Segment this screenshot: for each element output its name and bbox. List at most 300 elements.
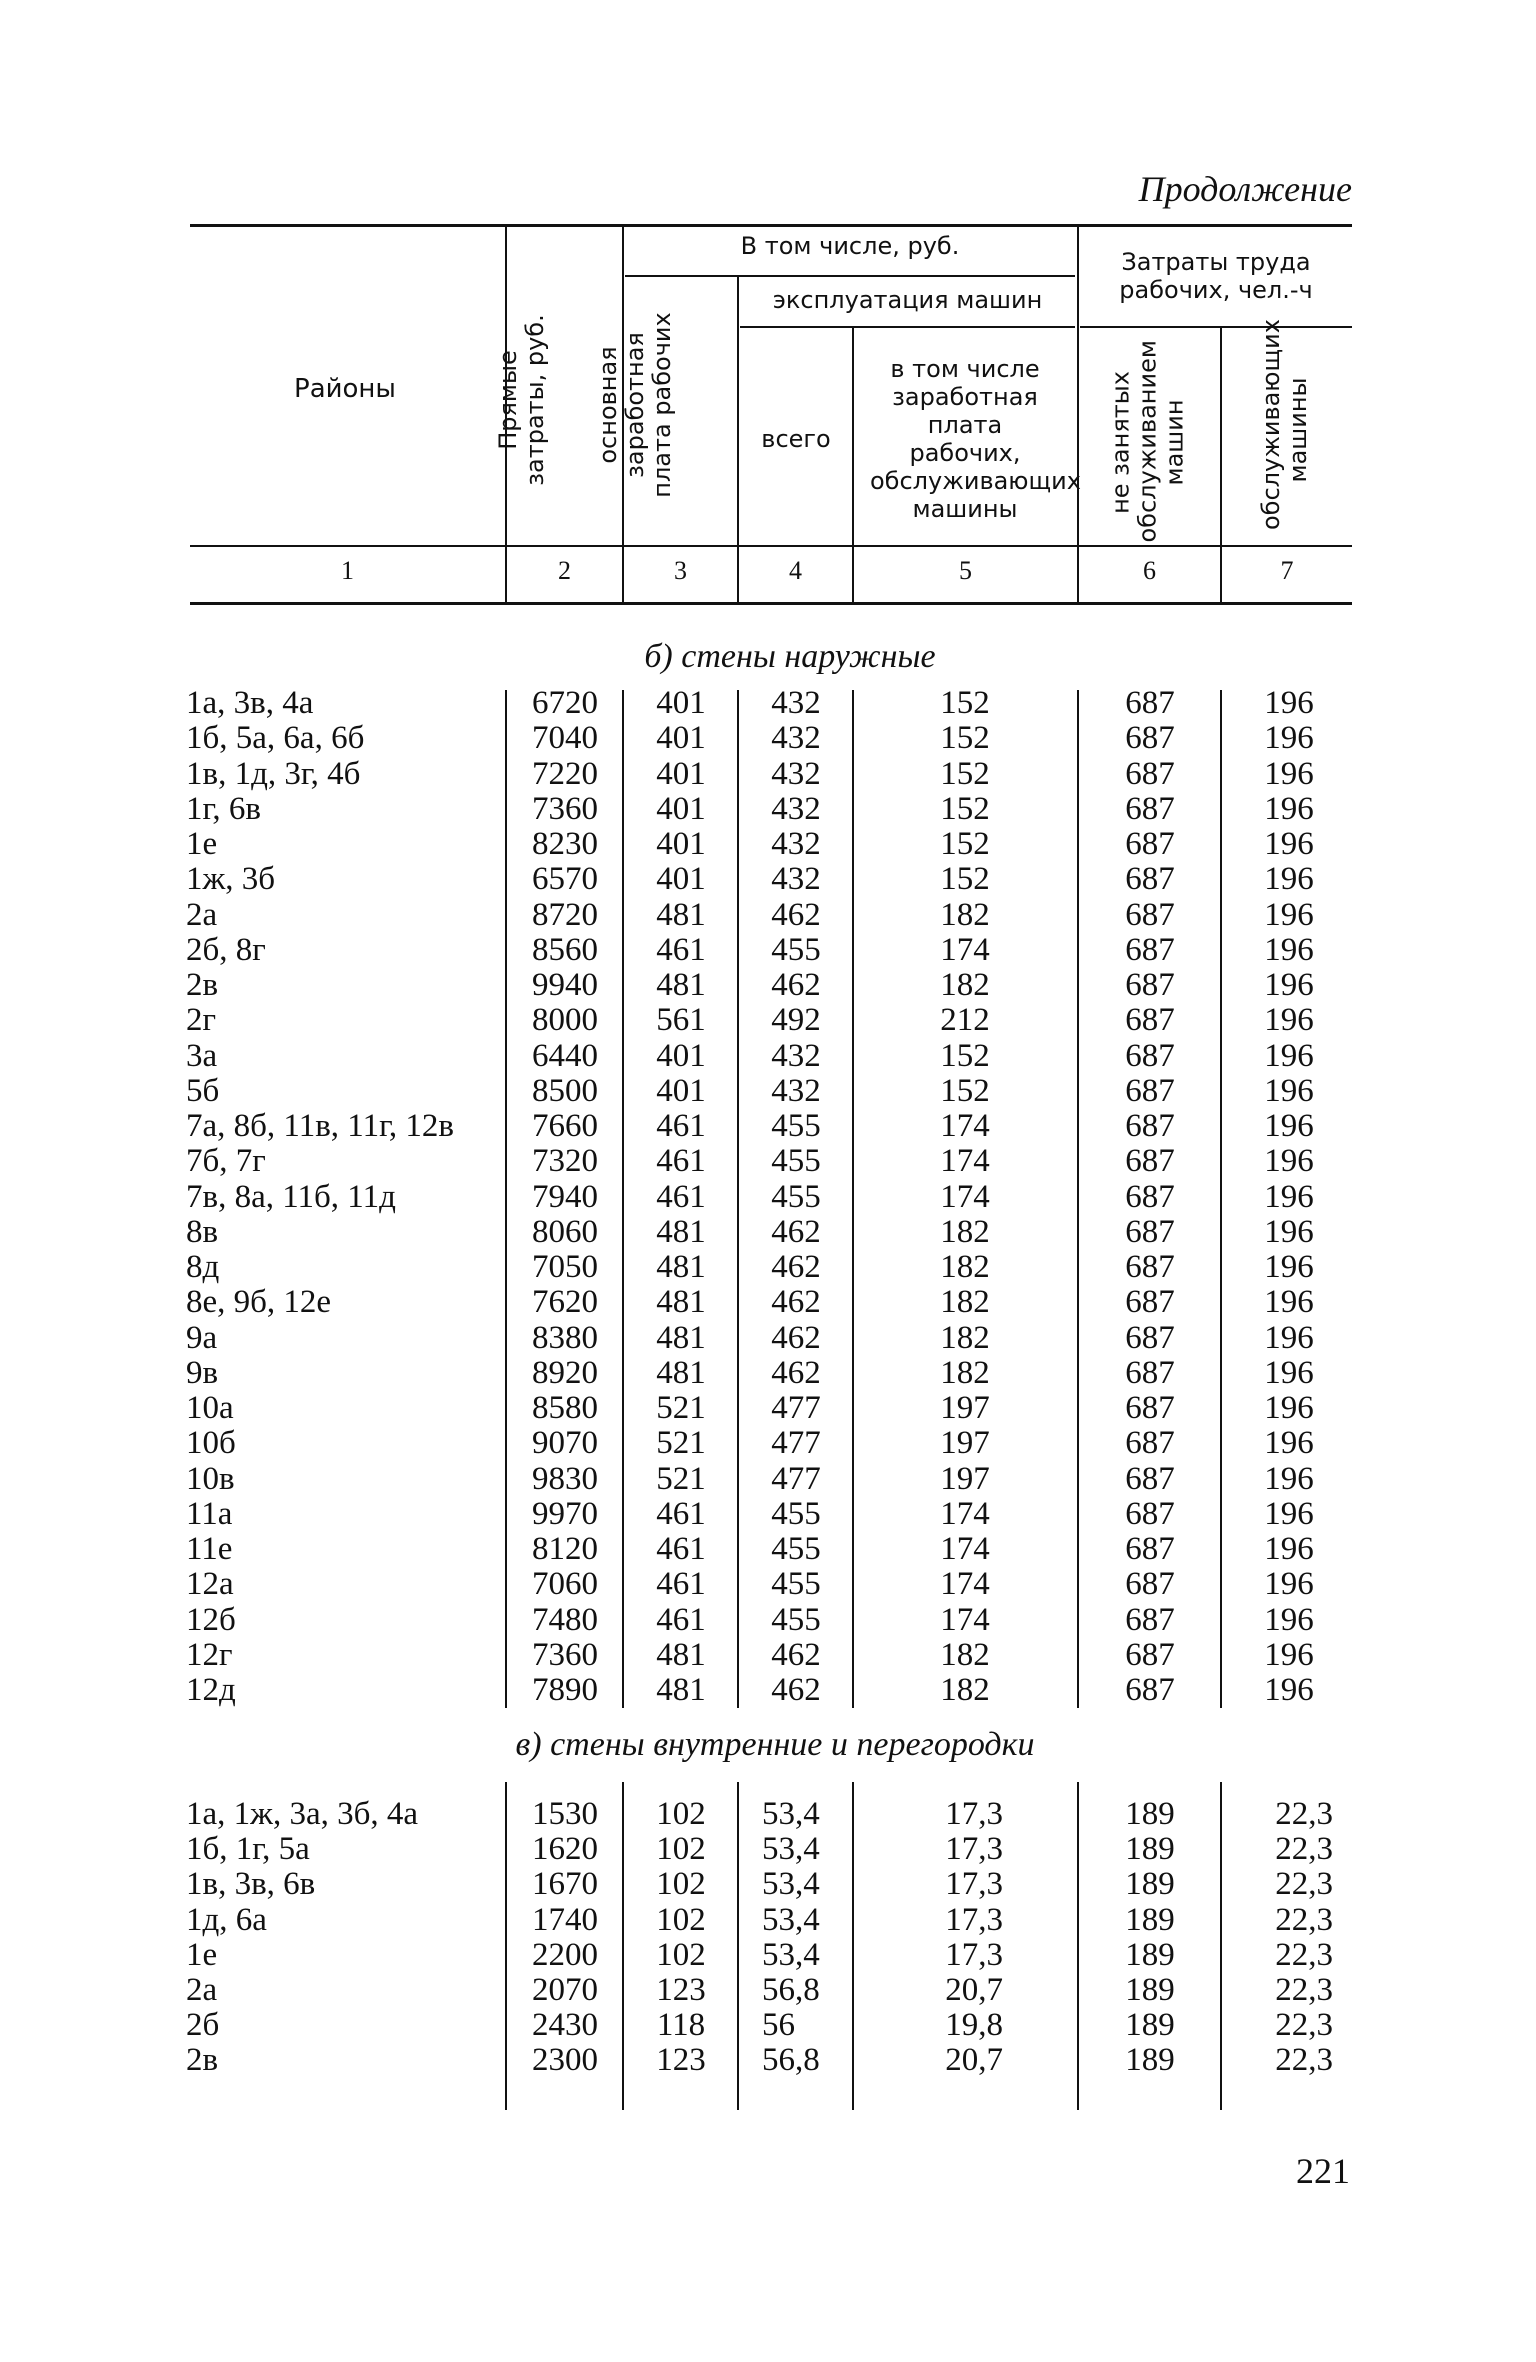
table-cell-col5: 19,8 xyxy=(945,2007,1003,2044)
table-cell-col1: 3а xyxy=(186,1037,218,1074)
table-cell-col3: 461 xyxy=(656,1531,706,1567)
group-rub-rule xyxy=(625,275,1075,277)
table-row xyxy=(0,1003,1536,1038)
table-cell-col4: 462 xyxy=(771,1249,821,1285)
table-row xyxy=(0,933,1536,968)
table-row xyxy=(0,1391,1536,1426)
table-cell-col5: 174 xyxy=(940,1178,990,1215)
table-cell-col5: 197 xyxy=(940,1460,990,1497)
table-cell-col5: 197 xyxy=(940,1425,990,1462)
table-cell-col3: 401 xyxy=(656,720,706,757)
table-row xyxy=(0,968,1536,1003)
table-cell-col7: 196 xyxy=(1264,1108,1314,1144)
table-cell-col5: 17,3 xyxy=(945,1866,1003,1903)
table-cell-col5: 152 xyxy=(940,755,990,792)
table-row xyxy=(0,1250,1536,1285)
table-cell-col6: 189 xyxy=(1125,1796,1175,1832)
table-cell-col4: 462 xyxy=(771,1672,821,1708)
table-cell-col7: 196 xyxy=(1264,1143,1314,1180)
table-cell-col4: 492 xyxy=(771,1002,821,1039)
table-cell-col1: 1е xyxy=(186,1936,218,1973)
table-cell-col1: 2б, 8г xyxy=(186,931,266,968)
table-cell-col4: 432 xyxy=(771,1072,821,1109)
table-cell-col7: 196 xyxy=(1264,1354,1314,1391)
table-cell-col5: 182 xyxy=(940,896,990,933)
numbers-bottom-rule xyxy=(190,602,1352,605)
header-divider-3 xyxy=(737,277,739,602)
table-cell-col4: 455 xyxy=(771,1601,821,1638)
table-cell-col1: 1а, 1ж, 3а, 3б, 4а xyxy=(186,1796,419,1832)
table-row xyxy=(0,1638,1536,1673)
column-number-6: 6 xyxy=(1143,556,1156,585)
table-cell-col1: 2в xyxy=(186,967,219,1003)
table-cell-col4: 432 xyxy=(771,826,821,862)
table-cell-col1: 1е xyxy=(186,826,218,862)
table-cell-col5: 20,7 xyxy=(945,1972,1003,2008)
table-cell-col3: 102 xyxy=(656,1901,706,1938)
table-cell-col1: 12д xyxy=(186,1672,236,1708)
table-cell-col4: 477 xyxy=(771,1390,821,1426)
table-cell-col2: 8120 xyxy=(532,1531,598,1567)
table-cell-col3: 461 xyxy=(656,1495,706,1532)
table-cell-col4: 462 xyxy=(771,896,821,933)
column-number-1: 1 xyxy=(341,556,354,585)
table-cell-col3: 521 xyxy=(656,1390,706,1426)
table-cell-col5: 174 xyxy=(940,1601,990,1638)
table-cell-col2: 7220 xyxy=(532,755,598,792)
table-cell-col3: 521 xyxy=(656,1425,706,1462)
table-cell-col1: 5б xyxy=(186,1072,220,1109)
table-cell-col7: 196 xyxy=(1264,896,1314,933)
table-row xyxy=(0,1673,1536,1708)
table-cell-col7: 196 xyxy=(1264,1601,1314,1638)
table-cell-col3: 481 xyxy=(656,896,706,933)
table-cell-col2: 7660 xyxy=(532,1108,598,1144)
header-group-labor: Затраты труда рабочих, чел.-ч xyxy=(1119,248,1313,304)
table-cell-col7: 196 xyxy=(1264,1319,1314,1356)
table-cell-col6: 687 xyxy=(1125,1002,1175,1039)
table-cell-col7: 22,3 xyxy=(1275,2042,1333,2079)
table-cell-col2: 8920 xyxy=(532,1354,598,1391)
table-cell-col3: 461 xyxy=(656,1601,706,1638)
table-cell-col4: 462 xyxy=(771,1213,821,1250)
table-cell-col3: 461 xyxy=(656,931,706,968)
table-cell-col4: 455 xyxy=(771,1495,821,1532)
header-not-machine-workers: не занятых обслуживанием машин xyxy=(1106,340,1189,543)
table-cell-col1: 2а xyxy=(186,1972,218,2008)
table-cell-col6: 687 xyxy=(1125,1672,1175,1708)
table-cell-col2: 9940 xyxy=(532,967,598,1003)
table-cell-col2: 7620 xyxy=(532,1284,598,1321)
table-cell-col6: 687 xyxy=(1125,1566,1175,1603)
table-cell-col2: 7050 xyxy=(532,1249,598,1285)
table-cell-col2: 2300 xyxy=(532,2042,598,2079)
table-cell-col2: 2200 xyxy=(532,1936,598,1973)
table-cell-col7: 196 xyxy=(1264,826,1314,862)
table-cell-col2: 2430 xyxy=(532,2007,598,2044)
table-row xyxy=(0,1426,1536,1461)
table-row xyxy=(0,1938,1536,1973)
table-cell-col2: 6570 xyxy=(532,861,598,898)
table-cell-col7: 22,3 xyxy=(1275,1972,1333,2008)
table-cell-col2: 9070 xyxy=(532,1425,598,1462)
table-cell-col1: 2в xyxy=(186,2042,219,2079)
table-cell-col7: 22,3 xyxy=(1275,2007,1333,2044)
table-cell-col4: 455 xyxy=(771,1531,821,1567)
table-cell-col7: 196 xyxy=(1264,1636,1314,1673)
table-row xyxy=(0,862,1536,897)
table-cell-col6: 687 xyxy=(1125,1178,1175,1215)
table-cell-col2: 8720 xyxy=(532,896,598,933)
table-cell-col2: 8060 xyxy=(532,1213,598,1250)
table-cell-col1: 1а, 3в, 4а xyxy=(186,685,314,721)
table-row xyxy=(0,1039,1536,1074)
table-cell-col1: 10в xyxy=(186,1460,235,1497)
table-cell-col6: 687 xyxy=(1125,931,1175,968)
table-cell-col3: 102 xyxy=(656,1831,706,1868)
table-cell-col5: 182 xyxy=(940,1636,990,1673)
table-row xyxy=(0,898,1536,933)
table-cell-col5: 17,3 xyxy=(945,1796,1003,1832)
table-row xyxy=(0,721,1536,756)
table-cell-col7: 196 xyxy=(1264,790,1314,827)
table-cell-col6: 687 xyxy=(1125,1354,1175,1391)
table-cell-col4: 56,8 xyxy=(762,2042,820,2079)
table-cell-col4: 462 xyxy=(771,967,821,1003)
table-cell-col7: 196 xyxy=(1264,755,1314,792)
table-cell-col6: 687 xyxy=(1125,1636,1175,1673)
table-cell-col6: 687 xyxy=(1125,967,1175,1003)
table-cell-col5: 152 xyxy=(940,861,990,898)
table-cell-col3: 561 xyxy=(656,1002,706,1039)
table-cell-col6: 687 xyxy=(1125,826,1175,862)
table-cell-col5: 197 xyxy=(940,1390,990,1426)
table-cell-col2: 7360 xyxy=(532,1636,598,1673)
table-cell-col2: 8230 xyxy=(532,826,598,862)
table-cell-col7: 22,3 xyxy=(1275,1936,1333,1973)
header-direct-costs: Прямые затраты, руб. xyxy=(494,314,549,486)
table-cell-col1: 1ж, 3б xyxy=(186,861,276,898)
table-cell-col2: 2070 xyxy=(532,1972,598,2008)
table-cell-col3: 521 xyxy=(656,1460,706,1497)
table-cell-col7: 196 xyxy=(1264,720,1314,757)
table-cell-col5: 174 xyxy=(940,931,990,968)
table-cell-col2: 6440 xyxy=(532,1037,598,1074)
table-cell-col6: 687 xyxy=(1125,685,1175,721)
table-cell-col3: 481 xyxy=(656,1284,706,1321)
table-cell-col4: 455 xyxy=(771,1178,821,1215)
table-cell-col3: 461 xyxy=(656,1178,706,1215)
table-cell-col3: 102 xyxy=(656,1866,706,1903)
table-cell-col3: 401 xyxy=(656,1072,706,1109)
table-cell-col4: 56 xyxy=(762,2007,795,2044)
table-cell-col3: 461 xyxy=(656,1108,706,1144)
table-cell-col1: 2г xyxy=(186,1002,217,1039)
table-row xyxy=(0,2043,1536,2078)
table-cell-col4: 432 xyxy=(771,790,821,827)
table-cell-col5: 174 xyxy=(940,1566,990,1603)
table-cell-col5: 152 xyxy=(940,790,990,827)
table-cell-col7: 196 xyxy=(1264,967,1314,1003)
table-cell-col5: 182 xyxy=(940,1249,990,1285)
table-cell-col5: 152 xyxy=(940,720,990,757)
table-cell-col1: 7в, 8а, 11б, 11д xyxy=(186,1178,396,1215)
table-cell-col6: 189 xyxy=(1125,2007,1175,2044)
table-cell-col2: 7940 xyxy=(532,1178,598,1215)
table-row xyxy=(0,1567,1536,1602)
table-cell-col1: 12г xyxy=(186,1636,233,1673)
table-cell-col1: 1в, 3в, 6в xyxy=(186,1866,316,1903)
header-group-machines: эксплуатация машин xyxy=(772,286,1043,314)
table-row xyxy=(0,1144,1536,1179)
table-cell-col5: 174 xyxy=(940,1108,990,1144)
table-cell-col2: 6720 xyxy=(532,685,598,721)
table-cell-col1: 8д xyxy=(186,1249,220,1285)
table-cell-col6: 189 xyxy=(1125,1901,1175,1938)
table-cell-col3: 118 xyxy=(656,2007,706,2044)
table-cell-col2: 7040 xyxy=(532,720,598,757)
table-cell-col3: 401 xyxy=(656,685,706,721)
table-cell-col5: 152 xyxy=(940,685,990,721)
table-cell-col7: 196 xyxy=(1264,1072,1314,1109)
table-cell-col6: 687 xyxy=(1125,1284,1175,1321)
header-base-wage: основная заработная плата рабочих xyxy=(594,312,676,498)
table-cell-col5: 152 xyxy=(940,826,990,862)
table-cell-col7: 196 xyxy=(1264,1566,1314,1603)
header-districts: Районы xyxy=(294,374,396,404)
table-cell-col2: 7890 xyxy=(532,1672,598,1708)
table-cell-col1: 2б xyxy=(186,2007,220,2044)
table-cell-col3: 481 xyxy=(656,967,706,1003)
table-cell-col5: 182 xyxy=(940,1354,990,1391)
table-cell-col7: 196 xyxy=(1264,1460,1314,1497)
table-cell-col5: 17,3 xyxy=(945,1901,1003,1938)
table-row xyxy=(0,1603,1536,1638)
table-cell-col3: 401 xyxy=(656,1037,706,1074)
header-total: всего xyxy=(761,425,831,453)
section-title-internal-walls: в) стены внутренние и перегородки xyxy=(515,1726,1035,1763)
table-cell-col2: 7480 xyxy=(532,1601,598,1638)
table-cell-col2: 7320 xyxy=(532,1143,598,1180)
table-cell-col2: 9830 xyxy=(532,1460,598,1497)
table-row xyxy=(0,1903,1536,1938)
table-cell-col6: 189 xyxy=(1125,1866,1175,1903)
table-cell-col4: 455 xyxy=(771,931,821,968)
table-cell-col5: 17,3 xyxy=(945,1936,1003,1973)
column-number-4: 4 xyxy=(789,556,802,585)
header-bottom-rule xyxy=(190,545,1352,547)
table-cell-col5: 20,7 xyxy=(945,2042,1003,2079)
table-cell-col6: 687 xyxy=(1125,1390,1175,1426)
table-cell-col4: 462 xyxy=(771,1636,821,1673)
column-number-5: 5 xyxy=(959,556,972,585)
section-title-external-walls: б) стены наружные xyxy=(644,638,936,675)
table-cell-col5: 182 xyxy=(940,1319,990,1356)
table-cell-col2: 1740 xyxy=(532,1901,598,1938)
table-cell-col1: 1д, 6а xyxy=(186,1901,267,1938)
table-cell-col4: 432 xyxy=(771,685,821,721)
header-machine-wage: в том числе заработная плата рабочих, обслуживающих машины xyxy=(870,355,1081,523)
table-cell-col6: 687 xyxy=(1125,1213,1175,1250)
table-cell-col5: 182 xyxy=(940,1672,990,1708)
table-cell-col1: 11а xyxy=(186,1495,233,1532)
column-number-7: 7 xyxy=(1280,556,1294,585)
table-cell-col1: 1б, 1г, 5а xyxy=(186,1831,310,1868)
table-cell-col6: 687 xyxy=(1125,755,1175,792)
table-cell-col3: 123 xyxy=(656,2042,706,2079)
table-row xyxy=(0,1215,1536,1250)
table-cell-col2: 1530 xyxy=(532,1796,598,1832)
table-row xyxy=(0,1867,1536,1902)
table-cell-col1: 9а xyxy=(186,1319,218,1356)
table-cell-col4: 455 xyxy=(771,1108,821,1144)
table-cell-col3: 481 xyxy=(656,1249,706,1285)
table-cell-col4: 455 xyxy=(771,1566,821,1603)
table-cell-col7: 22,3 xyxy=(1275,1901,1333,1938)
table-row xyxy=(0,1356,1536,1391)
table-cell-col7: 196 xyxy=(1264,1531,1314,1567)
table-cell-col4: 53,4 xyxy=(762,1866,820,1903)
header-divider-5 xyxy=(1077,224,1079,602)
table-cell-col4: 432 xyxy=(771,720,821,757)
table-cell-col2: 8560 xyxy=(532,931,598,968)
table-cell-col3: 461 xyxy=(656,1143,706,1180)
table-cell-col7: 22,3 xyxy=(1275,1866,1333,1903)
table-cell-col7: 196 xyxy=(1264,1425,1314,1462)
table-cell-col5: 17,3 xyxy=(945,1831,1003,1868)
table-cell-col7: 196 xyxy=(1264,1249,1314,1285)
table-cell-col4: 477 xyxy=(771,1460,821,1497)
table-cell-col6: 687 xyxy=(1125,790,1175,827)
table-cell-col3: 481 xyxy=(656,1672,706,1708)
table-cell-col4: 53,4 xyxy=(762,1796,820,1832)
table-row xyxy=(0,1109,1536,1144)
table-top-rule xyxy=(190,224,1352,227)
table-cell-col3: 401 xyxy=(656,755,706,792)
table-cell-col6: 687 xyxy=(1125,1143,1175,1180)
table-cell-col2: 7060 xyxy=(532,1566,598,1603)
table-cell-col1: 1г, 6в xyxy=(186,790,261,827)
table-cell-col4: 56,8 xyxy=(762,1972,820,2008)
table-cell-col6: 189 xyxy=(1125,2042,1175,2079)
table-cell-col6: 687 xyxy=(1125,1072,1175,1109)
table-cell-col3: 401 xyxy=(656,861,706,898)
table-cell-col7: 196 xyxy=(1264,861,1314,898)
table-cell-col6: 687 xyxy=(1125,1249,1175,1285)
table-row xyxy=(0,827,1536,862)
table-cell-col6: 687 xyxy=(1125,1037,1175,1074)
continuation-label: Продолжение xyxy=(1138,169,1352,209)
table-cell-col5: 212 xyxy=(940,1002,990,1039)
table-cell-col4: 53,4 xyxy=(762,1831,820,1868)
table-cell-col7: 196 xyxy=(1264,1390,1314,1426)
table-cell-col2: 8000 xyxy=(532,1002,598,1039)
table-cell-col2: 8580 xyxy=(532,1390,598,1426)
table-cell-col4: 432 xyxy=(771,1037,821,1074)
table-cell-col7: 196 xyxy=(1264,685,1314,721)
table-row xyxy=(0,1321,1536,1356)
table-row xyxy=(0,1532,1536,1567)
table-cell-col6: 189 xyxy=(1125,1972,1175,2008)
table-cell-col6: 687 xyxy=(1125,1495,1175,1532)
table-cell-col7: 196 xyxy=(1264,1213,1314,1250)
table-cell-col1: 8е, 9б, 12е xyxy=(186,1284,332,1321)
table-cell-col1: 1б, 5а, 6а, 6б xyxy=(186,720,365,757)
column-number-2: 2 xyxy=(558,556,571,585)
table-cell-col1: 2а xyxy=(186,896,218,933)
table-cell-col3: 481 xyxy=(656,1636,706,1673)
table-row xyxy=(0,1180,1536,1215)
table-cell-col1: 11е xyxy=(186,1531,233,1567)
group-labor-rule xyxy=(1080,326,1352,328)
table-cell-col5: 182 xyxy=(940,1284,990,1321)
table-cell-col7: 196 xyxy=(1264,1495,1314,1532)
header-machine-workers: обслуживающих машины xyxy=(1257,319,1312,530)
table-cell-col5: 182 xyxy=(940,1213,990,1250)
table-row xyxy=(0,686,1536,721)
table-cell-col5: 174 xyxy=(940,1495,990,1532)
table-cell-col4: 455 xyxy=(771,1143,821,1180)
page-number: 221 xyxy=(1296,2151,1350,2191)
table-cell-col7: 196 xyxy=(1264,1178,1314,1215)
table-cell-col1: 7б, 7г xyxy=(186,1143,266,1180)
table-cell-col4: 462 xyxy=(771,1284,821,1321)
table-cell-col2: 1670 xyxy=(532,1866,598,1903)
table-cell-col1: 10а xyxy=(186,1390,234,1426)
table-row xyxy=(0,1832,1536,1867)
table-row xyxy=(0,1074,1536,1109)
table-cell-col1: 8в xyxy=(186,1213,219,1250)
table-cell-col3: 481 xyxy=(656,1319,706,1356)
table-row xyxy=(0,757,1536,792)
table-cell-col1: 12б xyxy=(186,1601,236,1638)
table-cell-col2: 8500 xyxy=(532,1072,598,1109)
table-cell-col4: 462 xyxy=(771,1354,821,1391)
table-cell-col6: 189 xyxy=(1125,1936,1175,1973)
table-cell-col2: 7360 xyxy=(532,790,598,827)
table-cell-col4: 53,4 xyxy=(762,1901,820,1938)
table-cell-col6: 687 xyxy=(1125,1531,1175,1567)
column-number-3: 3 xyxy=(674,556,687,585)
table-cell-col7: 22,3 xyxy=(1275,1796,1333,1832)
table-cell-col6: 687 xyxy=(1125,720,1175,757)
table-cell-col5: 152 xyxy=(940,1072,990,1109)
table-row xyxy=(0,1462,1536,1497)
table-cell-col1: 9в xyxy=(186,1354,219,1391)
table-row xyxy=(0,1797,1536,1832)
table-cell-col1: 1в, 1д, 3г, 4б xyxy=(186,755,361,792)
table-cell-col6: 687 xyxy=(1125,861,1175,898)
table-cell-col3: 481 xyxy=(656,1354,706,1391)
table-cell-col2: 8380 xyxy=(532,1319,598,1356)
table-row xyxy=(0,1497,1536,1532)
table-cell-col4: 53,4 xyxy=(762,1936,820,1973)
table-cell-col6: 687 xyxy=(1125,1601,1175,1638)
table-cell-col2: 1620 xyxy=(532,1831,598,1868)
header-group-rub: В том числе, руб. xyxy=(740,232,960,260)
table-cell-col6: 189 xyxy=(1125,1831,1175,1868)
table-row xyxy=(0,792,1536,827)
table-row xyxy=(0,2008,1536,2043)
table-cell-col5: 174 xyxy=(940,1143,990,1180)
table-row xyxy=(0,1973,1536,2008)
table-cell-col7: 196 xyxy=(1264,1002,1314,1039)
table-cell-col5: 152 xyxy=(940,1037,990,1074)
table-cell-col3: 102 xyxy=(656,1936,706,1973)
table-cell-col6: 687 xyxy=(1125,1108,1175,1144)
table-cell-col4: 462 xyxy=(771,1319,821,1356)
table-cell-col1: 10б xyxy=(186,1425,236,1462)
